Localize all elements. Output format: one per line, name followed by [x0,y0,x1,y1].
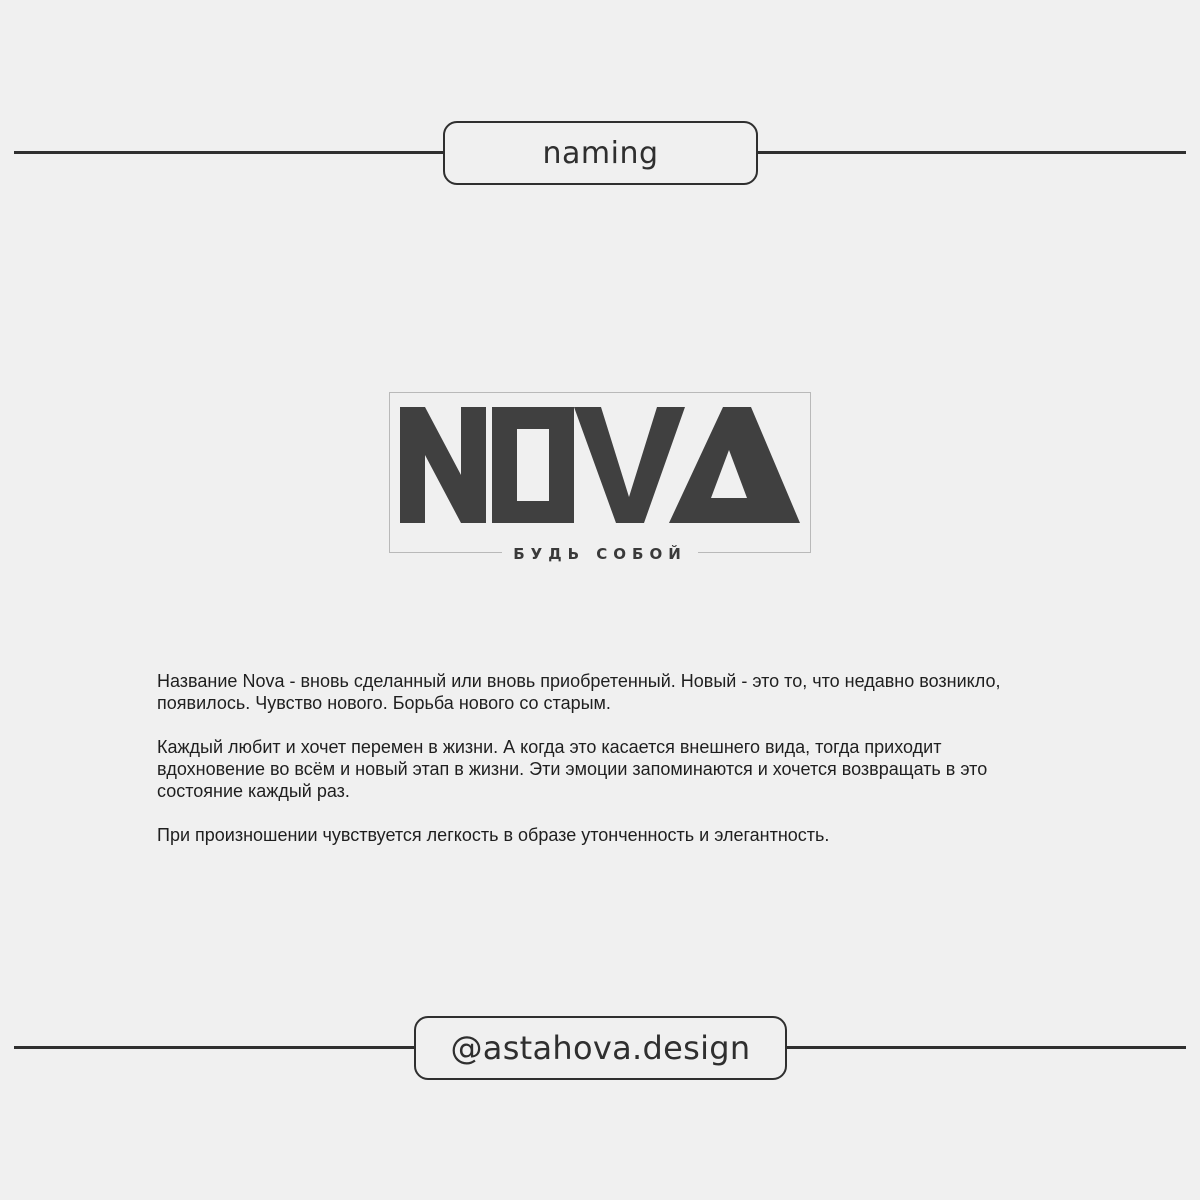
description-paragraph: Название Nova - вновь сделанный или вновь приобретенный. Новый - это то, что недавно возникло, появилось. Чувство нового. Борьба нового со старым. [157,671,1001,713]
logo-letter-v [574,407,685,523]
logo-letter-o [492,407,574,523]
logo-letter-a [669,407,800,523]
description-paragraph: Каждый любит и хочет перемен в жизни. А когда это касается внешнего вида, тогда приходит вдохновение во всём и новый этап в жизни. Эти эмоции запоминаются и хочется возвращать в это состояние каждый раз. [157,737,988,801]
section-label: naming [443,121,758,185]
logo-letter-n [400,407,486,523]
description [157,670,1037,868]
footer-rule-right [786,1046,1186,1049]
header-rule-left [14,151,444,154]
author-handle: @astahova.design [414,1016,787,1080]
footer-rule-left [14,1046,415,1049]
nova-logo [389,392,811,553]
header-rule-right [757,151,1186,154]
description-paragraph: При произношении чувствуется легкость в образе утонченность и элегантность. [157,825,830,845]
logo-tagline: БУДЬ СОБОЙ [502,539,698,569]
